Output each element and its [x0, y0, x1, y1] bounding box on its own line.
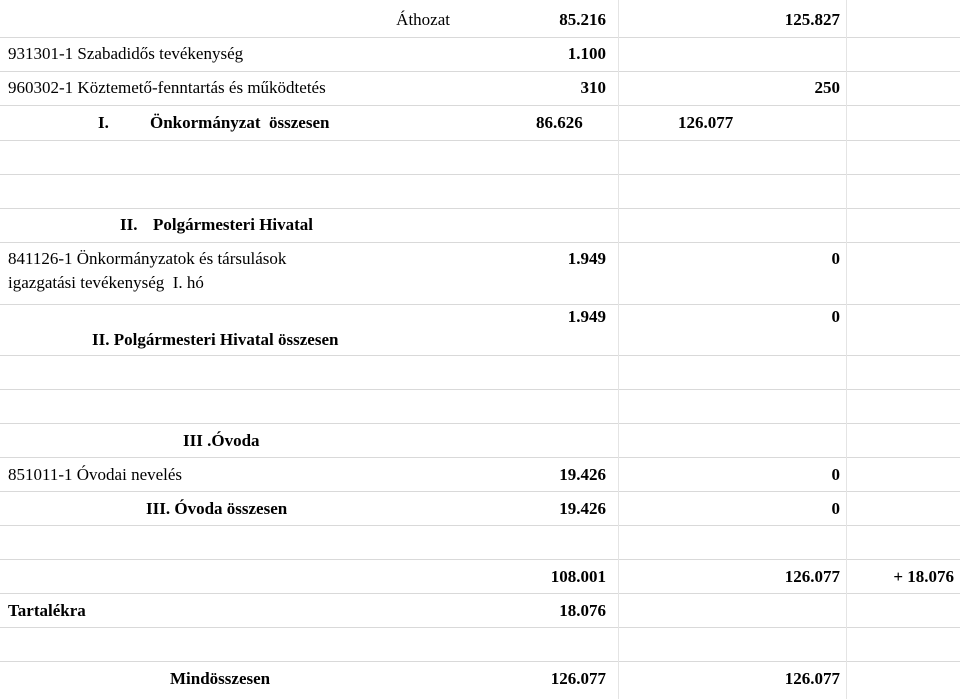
reserve-label: Tartalékra — [8, 601, 86, 620]
section1-total-label: Önkormányzat összesen — [150, 113, 330, 132]
section1-total-value-1: 86.626 — [536, 113, 583, 132]
grand-total-value-2: 126.077 — [784, 669, 840, 688]
row-960302-label: 960302-1 Köztemető-fenntartás és működtetés — [8, 78, 326, 97]
row-960302-value-2: 250 — [814, 78, 840, 97]
row-851011-label: 851011-1 Óvodai nevelés — [8, 465, 183, 484]
row-851011-value-1: 19.426 — [559, 465, 606, 484]
section3-total-label: III. Óvoda összesen — [146, 499, 288, 518]
section3-total-value-1: 19.426 — [559, 499, 606, 518]
section1-total-value-2: 126.077 — [678, 113, 734, 132]
section2-total-value-2: 0 — [831, 307, 840, 326]
section1-total-number: I. — [98, 113, 109, 132]
row-841126-label-line1: 841126-1 Önkormányzatok és társulások — [8, 249, 287, 268]
row-851011-value-2: 0 — [831, 465, 840, 484]
row-960302-value-1: 310 — [580, 78, 606, 97]
section2-heading-label: Polgármesteri Hivatal — [153, 215, 314, 234]
subtotal-difference: + 18.076 — [893, 567, 954, 586]
reserve-value: 18.076 — [559, 601, 606, 620]
grand-total-value-1: 126.077 — [550, 669, 606, 688]
section2-heading-number: II. — [120, 215, 138, 234]
section3-total-value-2: 0 — [831, 499, 840, 518]
row-931301-value-1: 1.100 — [567, 44, 606, 63]
row-841126-value-2: 0 — [831, 249, 840, 268]
row-931301-label: 931301-1 Szabadidős tevékenység — [8, 44, 244, 63]
section3-heading: III .Óvoda — [183, 431, 260, 450]
row-841126-label-line2: igazgatási tevékenység I. hó — [8, 273, 204, 292]
carry-over-value-2: 125.827 — [784, 10, 840, 29]
carry-over-label: Áthozat — [396, 10, 450, 29]
row-841126-value-1: 1.949 — [567, 249, 606, 268]
section2-total-label: II. Polgármesteri Hivatal összesen — [92, 330, 339, 349]
section2-total-value-1: 1.949 — [567, 307, 606, 326]
grand-total-label: Mindösszesen — [170, 669, 271, 688]
subtotal-value-1: 108.001 — [550, 567, 606, 586]
subtotal-value-2: 126.077 — [784, 567, 840, 586]
carry-over-value-1: 85.216 — [559, 10, 606, 29]
